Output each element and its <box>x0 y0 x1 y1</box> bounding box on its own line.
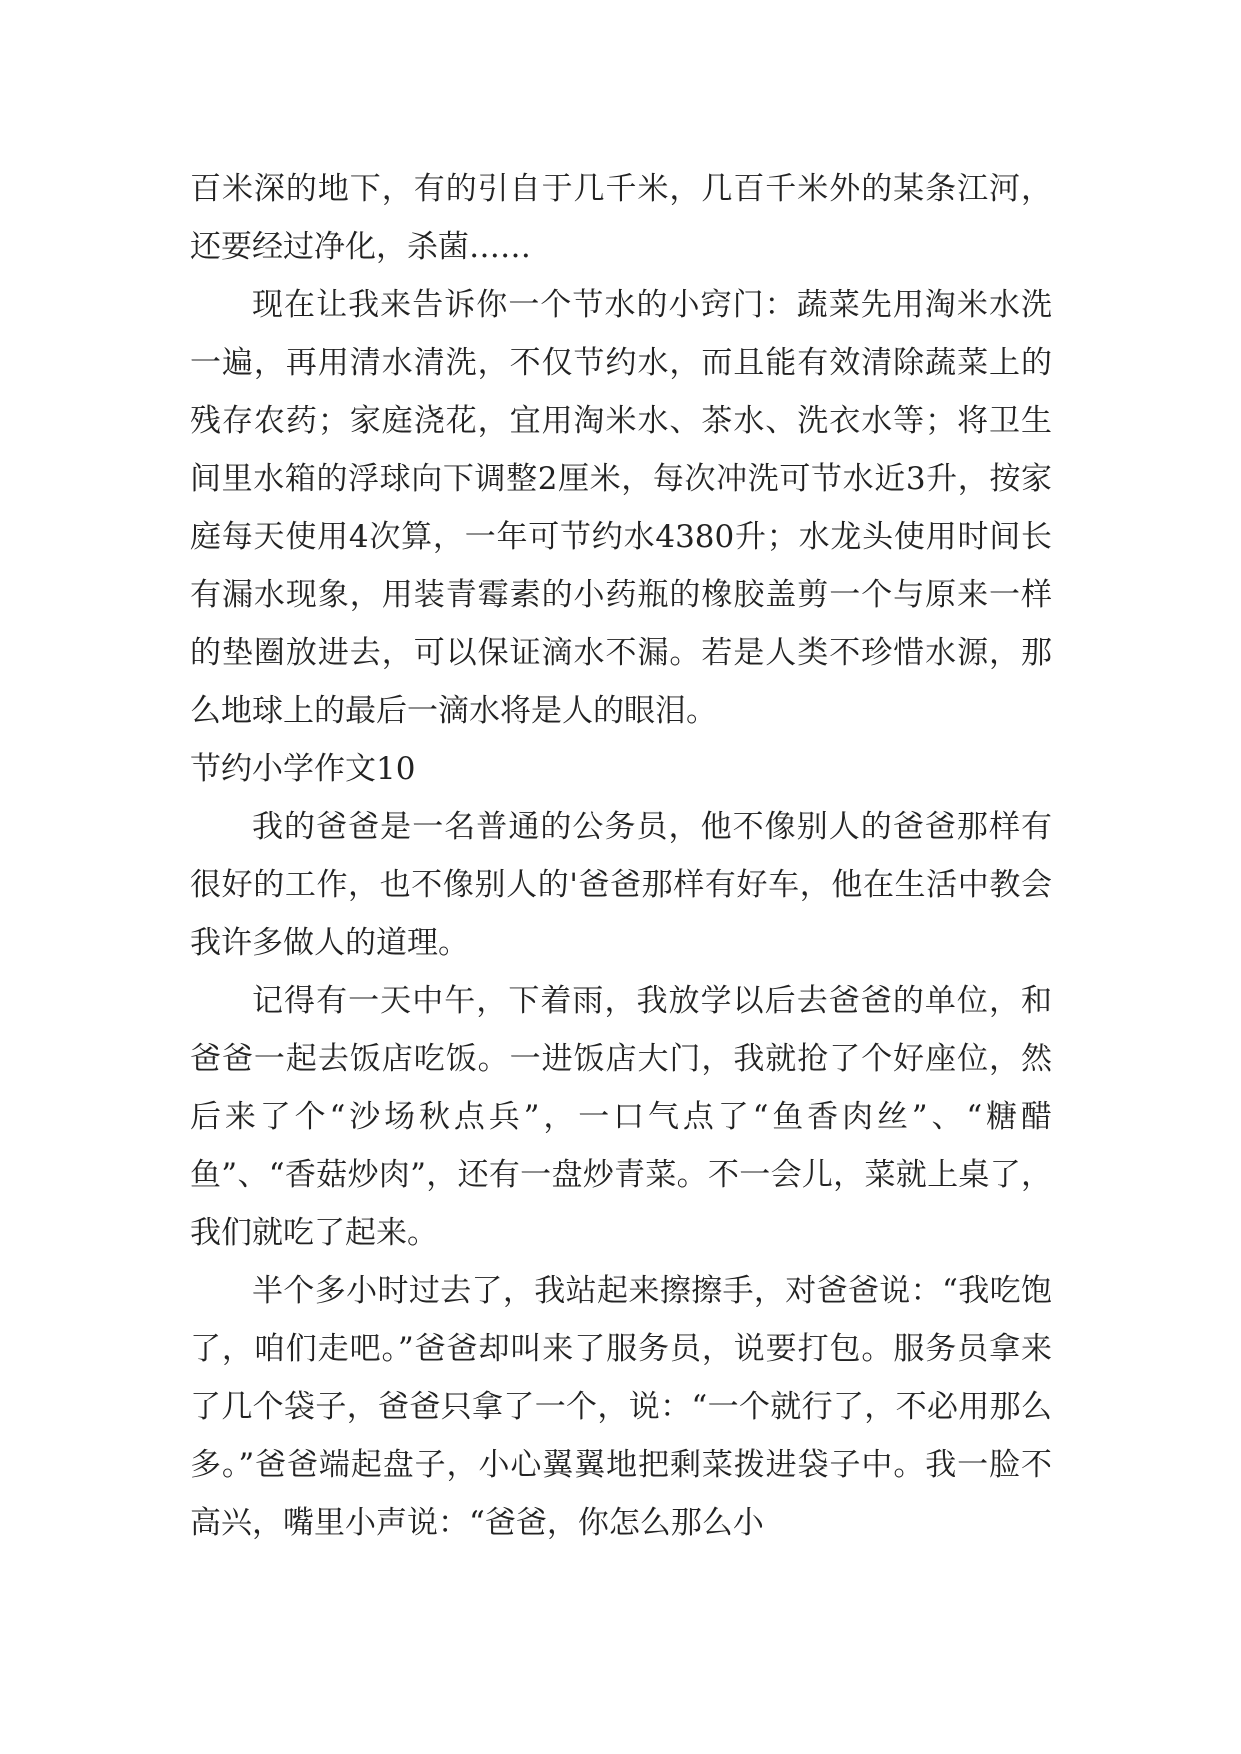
essay-title: 节约小学作文10 <box>190 751 416 787</box>
document-body <box>190 160 1052 1552</box>
paragraph-father-intro: 我的爸爸是一名普通的公务员，他不像别人的爸爸那样有很好的工作，也不像别人的'爸爸那样有好车，他在生活中教会我许多做人的道理。 <box>190 809 1052 961</box>
paragraph-takeaway: 半个多小时过去了，我站起来擦擦手，对爸爸说：“我吃饱了，咱们走吧。”爸爸却叫来了服务员，说要打包。服务员拿来了几个袋子，爸爸只拿了一个，说：“一个就行了，不必用那么多。”爸爸端起盘子，小心翼翼地把剩菜拨进袋子中。我一脸不高兴，嘴里小声说：“爸爸，你怎么那么小 <box>190 1273 1052 1541</box>
paragraph-restaurant: 记得有一天中午，下着雨，我放学以后去爸爸的单位，和爸爸一起去饭店吃饭。一进饭店大门，我就抢了个好座位，然后来了个“沙场秋点兵”，一口气点了“鱼香肉丝”、“糖醋鱼”、“香菇炒肉”，还有一盘炒青菜。不一会儿，菜就上桌了，我们就吃了起来。 <box>190 983 1052 1251</box>
paragraph-water-saving-tips: 现在让我来告诉你一个节水的小窍门：蔬菜先用淘米水洗一遍，再用清水清洗，不仅节约水，而且能有效清除蔬菜上的残存农药；家庭浇花，宜用淘米水、茶水、洗衣水等；将卫生间里水箱的浮球向下调整2厘米，每次冲洗可节水近3升，按家庭每天使用4次算，一年可节约水4380升；水龙头使用时间长有漏水现象，用装青霉素的小药瓶的橡胶盖剪一个与原来一样的垫圈放进去，可以保证滴水不漏。若是人类不珍惜水源，那么地球上的最后一滴水将是人的眼泪。 <box>190 287 1052 729</box>
paragraph-continuation: 百米深的地下，有的引自于几千米，几百千米外的某条江河，还要经过净化，杀菌…… <box>190 171 1052 265</box>
